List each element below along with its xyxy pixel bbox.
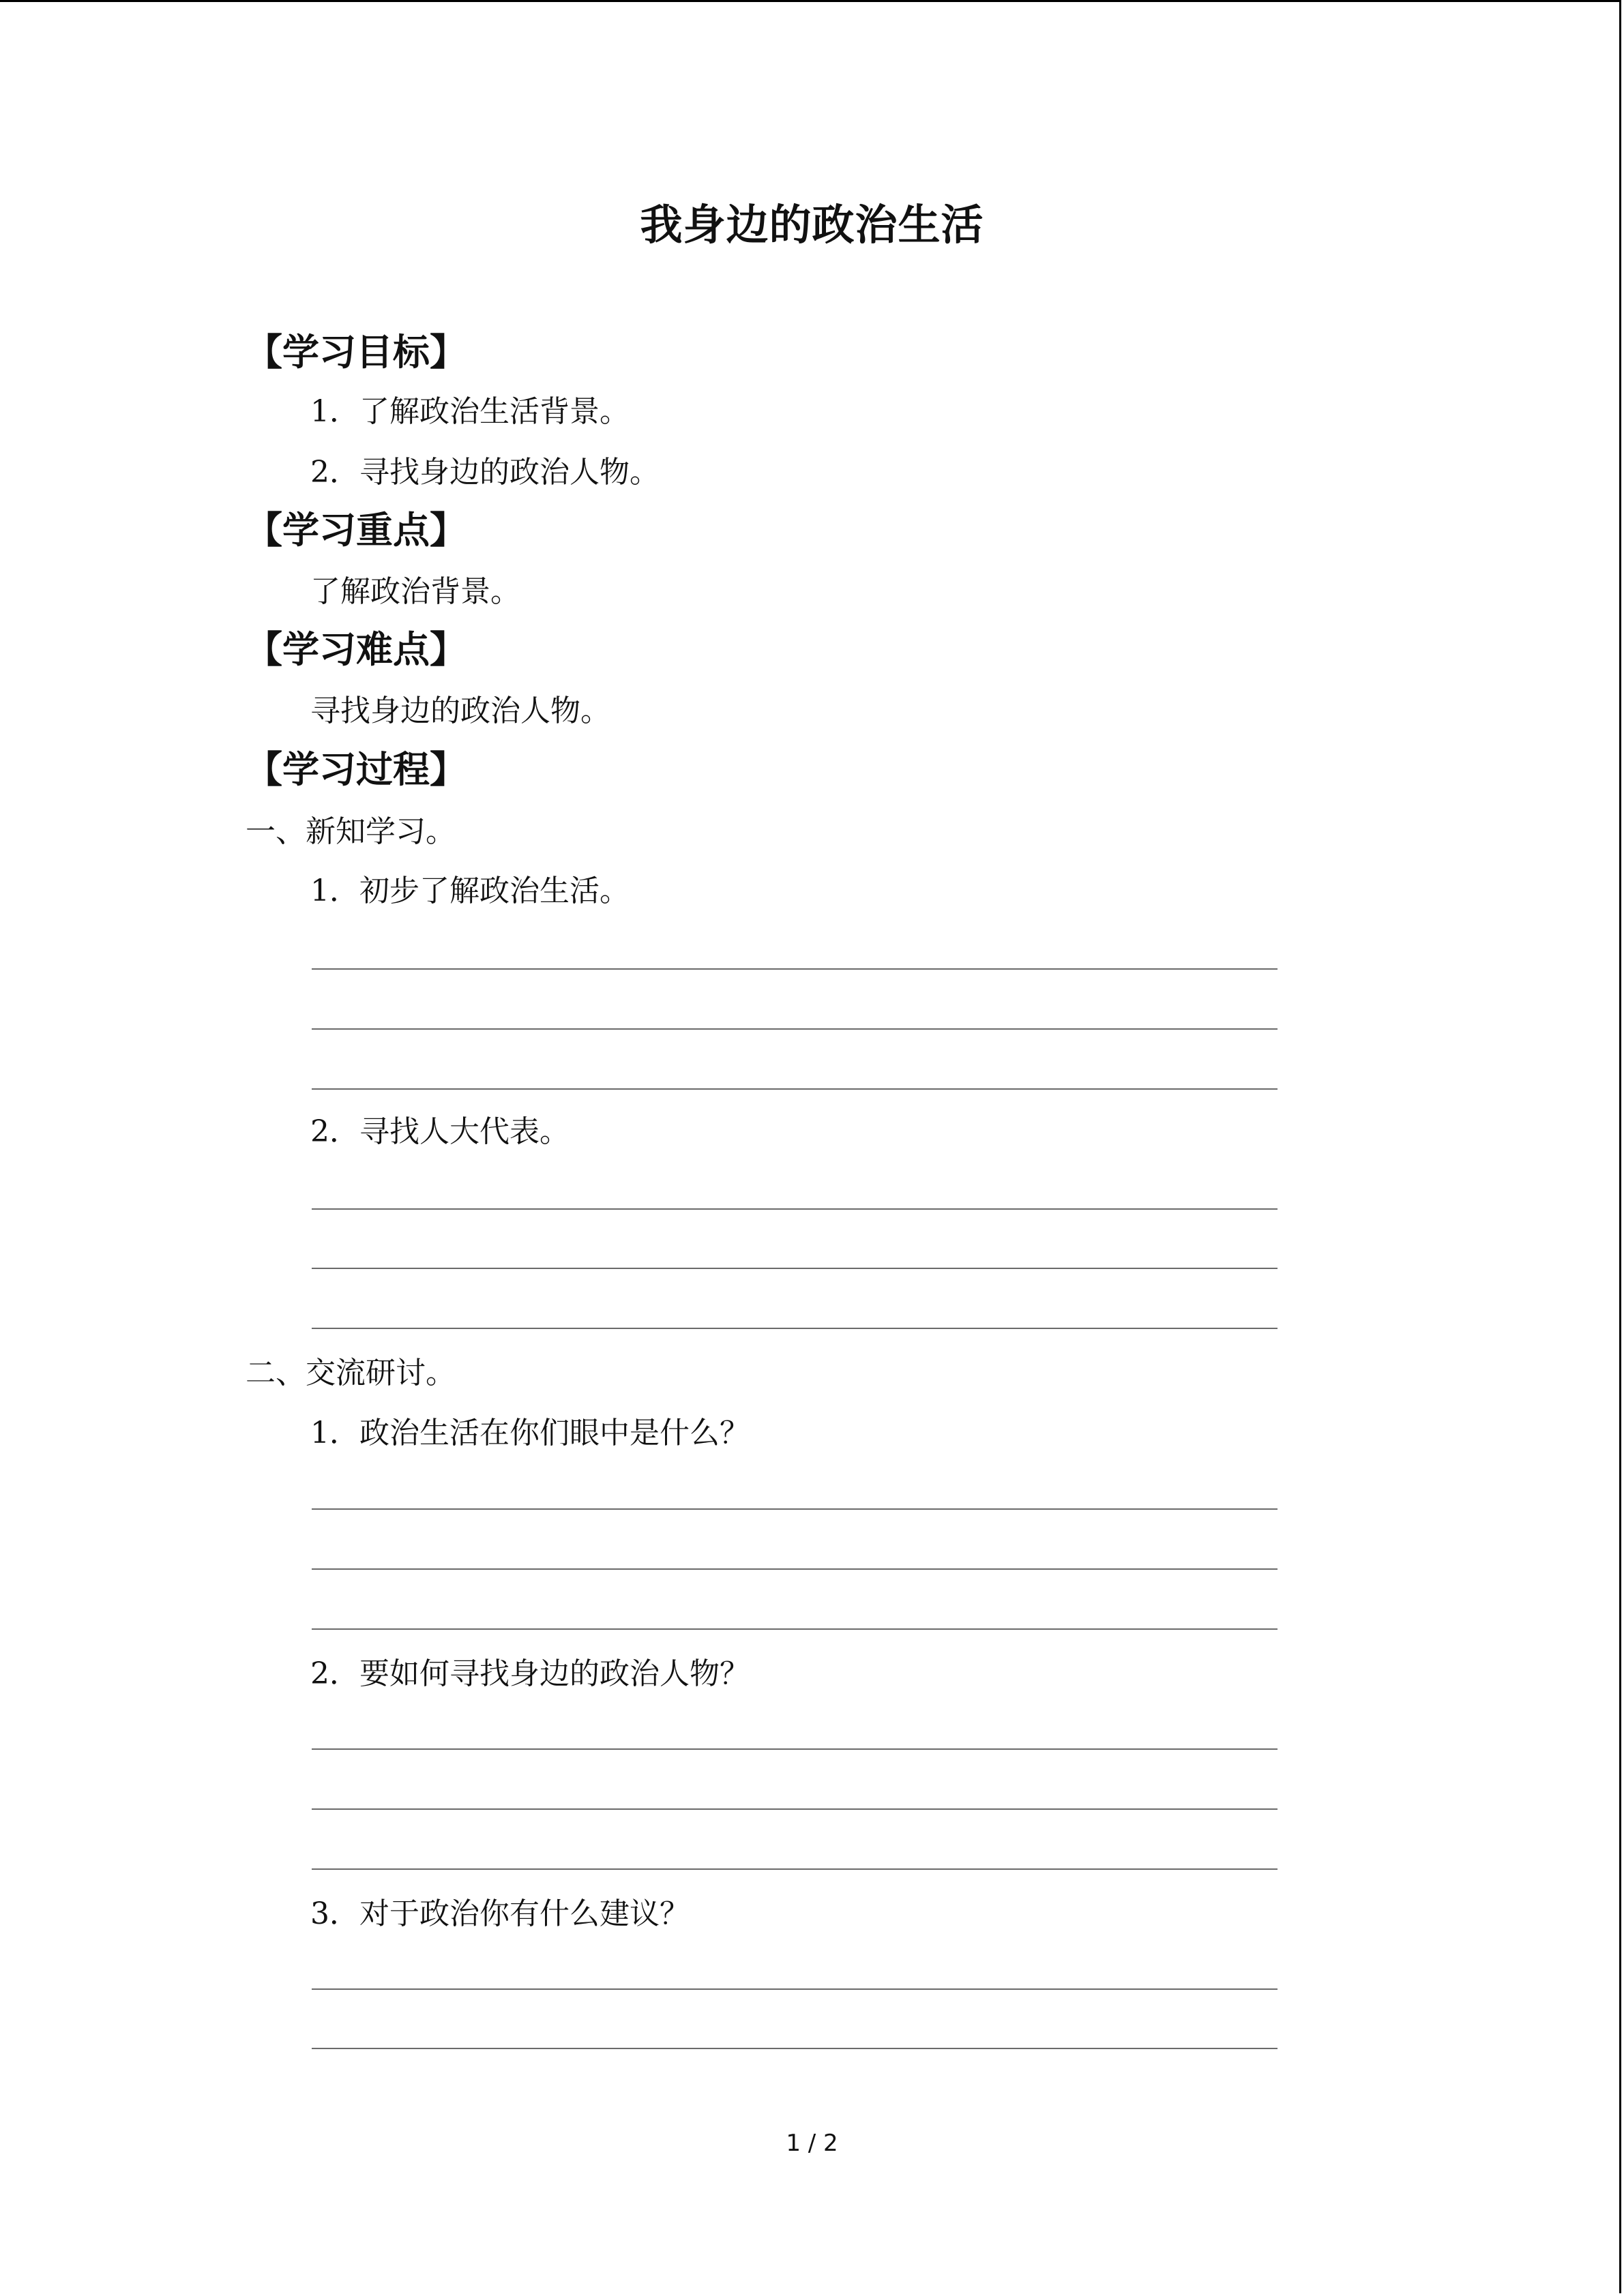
answer-line[interactable] <box>312 1988 1278 1990</box>
answer-line[interactable] <box>312 1628 1278 1630</box>
difficulties-text: 寻找身边的政治人物。 <box>310 694 610 728</box>
part1-question-2: 2．寻找人大代表。 <box>310 1114 570 1149</box>
page-title: 我身边的政治生活 <box>640 200 984 250</box>
answer-line[interactable] <box>312 968 1278 970</box>
key-points-heading: 【学习重点】 <box>246 509 467 552</box>
answer-line[interactable] <box>312 1208 1278 1210</box>
objective-item-2: 2．寻找身边的政治人物。 <box>310 455 660 490</box>
objectives-heading: 【学习目标】 <box>246 331 467 374</box>
part2-question-1: 1．政治生活在你们眼中是什么？ <box>310 1416 750 1450</box>
part2-title: 二、交流研讨。 <box>246 1356 456 1390</box>
part2-question-2: 2．要如何寻找身边的政治人物？ <box>310 1656 750 1691</box>
answer-line[interactable] <box>312 2048 1278 2049</box>
difficulties-heading: 【学习难点】 <box>246 628 467 671</box>
part1-title: 一、新知学习。 <box>246 814 456 849</box>
answer-line[interactable] <box>312 1748 1278 1750</box>
part2-question-3: 3．对于政治你有什么建议？ <box>310 1896 690 1931</box>
answer-line[interactable] <box>312 1868 1278 1870</box>
answer-line[interactable] <box>312 1328 1278 1329</box>
answer-line[interactable] <box>312 1028 1278 1030</box>
answer-line[interactable] <box>312 1088 1278 1090</box>
part1-question-1: 1．初步了解政治生活。 <box>310 874 630 908</box>
process-heading: 【学习过程】 <box>246 748 467 791</box>
key-points-text: 了解政治背景。 <box>310 574 520 609</box>
page-number: 1 / 2 <box>786 2130 838 2157</box>
objective-item-1: 1．了解政治生活背景。 <box>310 394 630 429</box>
answer-line[interactable] <box>312 1268 1278 1269</box>
answer-line[interactable] <box>312 1508 1278 1510</box>
answer-line[interactable] <box>312 1568 1278 1570</box>
answer-line[interactable] <box>312 1808 1278 1810</box>
